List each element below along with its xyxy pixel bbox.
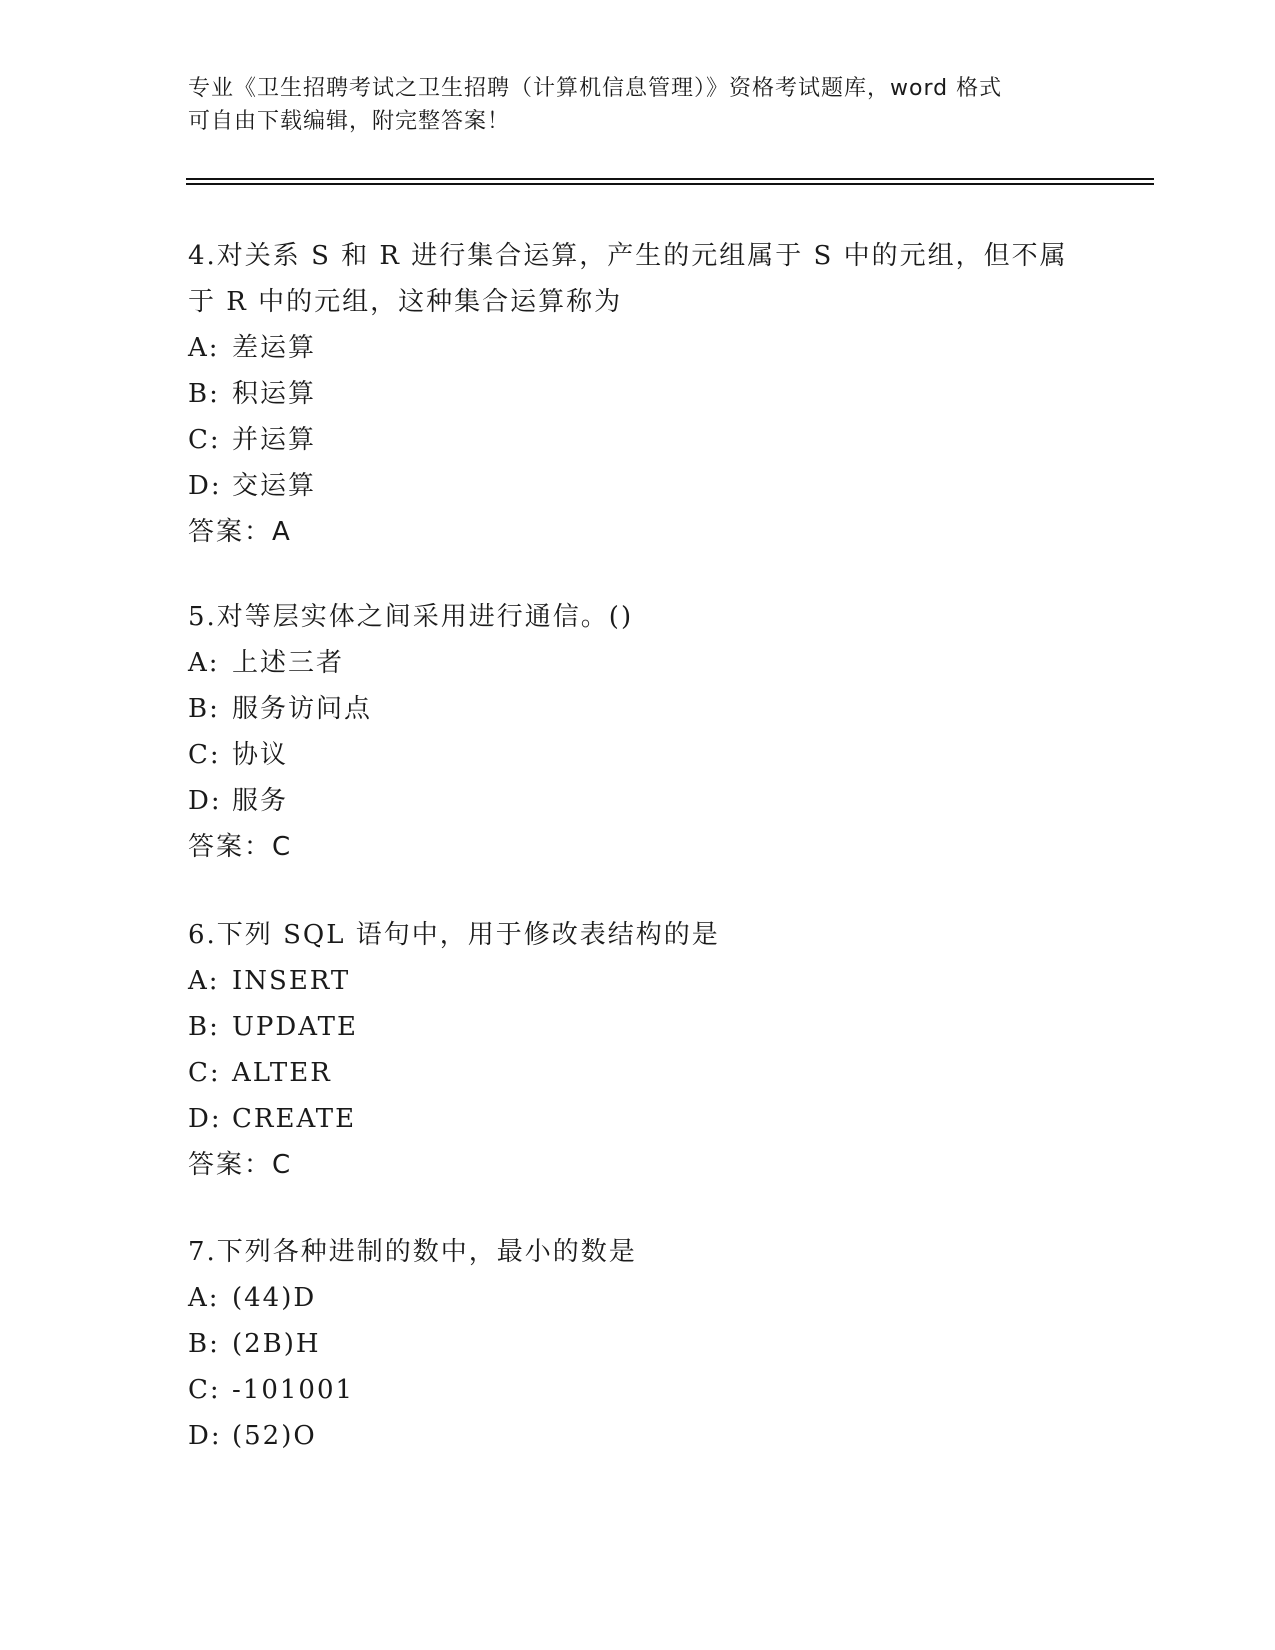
option-letter: B: bbox=[188, 1012, 220, 1042]
option-letter: A: bbox=[188, 648, 220, 678]
question-text: 4.对关系 S 和 R 进行集合运算，产生的元组属于 S 中的元组，但不属于 R 中的元组，这种集合运算称为 bbox=[188, 241, 1068, 317]
option-a bbox=[188, 325, 1088, 371]
header-line-1: 专业《卫生招聘考试之卫生招聘（计算机信息管理）》资格考试题库，word 格式 bbox=[188, 76, 1003, 101]
option-letter: D: bbox=[188, 786, 222, 816]
option-c bbox=[188, 1367, 1088, 1413]
option-text: 差运算 bbox=[232, 333, 317, 363]
answer-text: 答案：C bbox=[188, 832, 293, 862]
option-text: INSERT bbox=[232, 966, 351, 996]
header-divider-bottom bbox=[186, 183, 1154, 185]
option-d bbox=[188, 463, 1088, 509]
option-letter: D: bbox=[188, 471, 222, 501]
option-d bbox=[188, 1413, 1088, 1459]
option-letter: C: bbox=[188, 425, 221, 455]
option-letter: C: bbox=[188, 1375, 221, 1405]
question-block bbox=[188, 594, 1088, 870]
option-a bbox=[188, 640, 1088, 686]
question-block bbox=[188, 233, 1088, 555]
answer-text: 答案：C bbox=[188, 1150, 293, 1180]
option-b bbox=[188, 1321, 1088, 1367]
option-d bbox=[188, 778, 1088, 824]
option-text: (2B)H bbox=[232, 1329, 321, 1359]
option-c bbox=[188, 417, 1088, 463]
option-text: (44)D bbox=[232, 1283, 317, 1313]
option-letter: B: bbox=[188, 1329, 220, 1359]
option-letter: A: bbox=[188, 1283, 220, 1313]
option-text: 交运算 bbox=[232, 471, 317, 501]
option-text: 并运算 bbox=[232, 425, 317, 455]
option-text: CREATE bbox=[232, 1104, 357, 1134]
option-letter: A: bbox=[188, 333, 220, 363]
option-text: -101001 bbox=[232, 1375, 355, 1405]
option-letter: B: bbox=[188, 379, 220, 409]
option-b bbox=[188, 686, 1088, 732]
option-text: ALTER bbox=[232, 1058, 332, 1088]
option-letter: D: bbox=[188, 1104, 222, 1134]
option-text: 服务访问点 bbox=[232, 694, 373, 724]
question-text: 6.下列 SQL 语句中，用于修改表结构的是 bbox=[188, 920, 720, 950]
answer-text: 答案：A bbox=[188, 517, 292, 547]
header-line-2: 可自由下载编辑，附完整答案！ bbox=[188, 109, 511, 134]
option-b bbox=[188, 1004, 1088, 1050]
question-text: 7.下列各种进制的数中，最小的数是 bbox=[188, 1237, 637, 1267]
option-c bbox=[188, 1050, 1088, 1096]
option-text: 上述三者 bbox=[232, 648, 345, 678]
question-block bbox=[188, 1229, 1088, 1459]
option-text: UPDATE bbox=[232, 1012, 358, 1042]
option-letter: D: bbox=[188, 1421, 222, 1451]
option-letter: A: bbox=[188, 966, 220, 996]
option-letter: B: bbox=[188, 694, 220, 724]
option-text: (52)O bbox=[232, 1421, 317, 1451]
option-b bbox=[188, 371, 1088, 417]
option-a bbox=[188, 1275, 1088, 1321]
option-letter: C: bbox=[188, 1058, 221, 1088]
option-c bbox=[188, 732, 1088, 778]
option-a bbox=[188, 958, 1088, 1004]
header-divider-top bbox=[186, 178, 1154, 180]
question-text: 5.对等层实体之间采用进行通信。() bbox=[188, 602, 634, 632]
option-d bbox=[188, 1096, 1088, 1142]
option-text: 协议 bbox=[232, 740, 289, 770]
question-block bbox=[188, 912, 1088, 1188]
option-letter: C: bbox=[188, 740, 221, 770]
option-text: 积运算 bbox=[232, 379, 317, 409]
document-header bbox=[188, 72, 1088, 138]
option-text: 服务 bbox=[232, 786, 289, 816]
